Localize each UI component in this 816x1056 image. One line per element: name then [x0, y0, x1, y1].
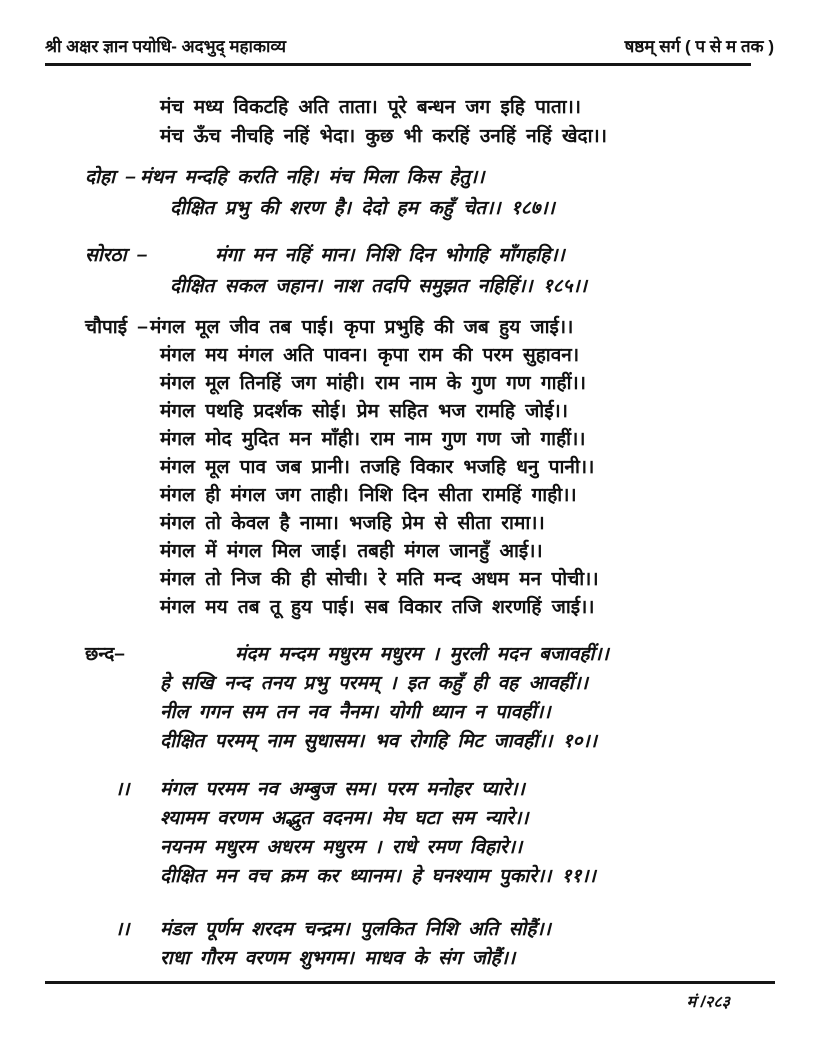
- verse-line: [45, 482, 786, 510]
- verse-line: [45, 944, 786, 973]
- verse-line: [45, 398, 786, 426]
- verse-text: दीक्षित प्रभु की शरण है। देदो हम कहुँ चेत।। १८७।।: [170, 198, 555, 219]
- verse-text: मंगा मन नहिं मान। निशि दिन भोगहि माँगहहि।।: [215, 245, 565, 266]
- section-label: दोहा –: [85, 167, 136, 188]
- verse-text: मंगल मोद मुदित मन माँही। राम नाम गुण गण जो गाहीं।।: [160, 429, 586, 450]
- verse-line: [45, 698, 786, 727]
- verse-line: [45, 775, 786, 804]
- verse-text: मंगल पथहि प्रदर्शक सोई। प्रेम सहित भज रामहि जोई।।: [160, 401, 568, 422]
- verse-line: [45, 162, 786, 193]
- verse-sections: [45, 66, 786, 973]
- verse-section: [45, 240, 786, 302]
- verse-line: [45, 510, 786, 538]
- verse-text: नील गगन सम तन नव नैनम। योगी ध्यान न पावहीं।।: [160, 702, 551, 723]
- verse-line: [45, 454, 786, 482]
- section-label: ।।: [115, 919, 130, 940]
- verse-text: हे सखि नन्द तनय प्रभु परमम् । इत कहुँ ही वह आवहीं।।: [160, 673, 588, 694]
- verse-text: राधा गौरम वरणम शुभगम। माधव के संग जोहैं।।: [160, 948, 516, 969]
- verse-line: [45, 314, 786, 342]
- verse-line: [45, 426, 786, 454]
- verse-text: मंडल पूर्णम शरदम चन्द्रम। पुलकित निशि अति सोहैं।।: [160, 919, 551, 940]
- verse-text: मंगल मय मंगल अति पावन। कृपा राम की परम सुहावन।: [160, 345, 580, 366]
- verse-text: मंगल तो निज की ही सोची। रे मति मन्द अधम मन पोची।।: [160, 569, 599, 590]
- verse-text: मंथन मन्दहि करति नहि। मंच मिला किस हेतु।।: [140, 167, 485, 188]
- verse-text: मंगल तो केवल है नामा। भजहि प्रेम से सीता रामा।।: [160, 513, 545, 534]
- verse-line: [45, 727, 786, 756]
- verse-text: दीक्षित परमम् नाम सुधासम। भव रोगहि मिट जावहीं।। १०।।: [160, 731, 597, 752]
- verse-section: [45, 162, 786, 224]
- verse-line: [45, 669, 786, 698]
- verse-text: मंगल मय तब तू हुय पाई। सब विकार तजि शरणहिं जाई।।: [160, 597, 595, 618]
- verse-text: नयनम मधुरम अधरम मधुरम । राधे रमण विहारे।।: [160, 837, 523, 858]
- verse-line: [45, 271, 786, 302]
- verse-text: दीक्षित सकल जहान। नाश तदपि समुझत नहिहिं।। १८५।।: [170, 276, 587, 297]
- verse-text: मंच मध्य विकटहि अति ताता। पूरे बन्धन जग इहि पाता।।: [160, 97, 582, 118]
- verse-text: मंच ऊँच नीचहि नहिं भेदा। कुछ भी करहिं उनहिं नहिं खेदा।।: [160, 126, 607, 147]
- verse-text: मंगल ही मंगल जग ताही। निशि दिन सीता रामहिं गाही।।: [160, 485, 577, 506]
- verse-line: [45, 193, 786, 224]
- verse-line: [45, 862, 786, 891]
- verse-section: [45, 640, 786, 756]
- footer-divider: [45, 981, 775, 984]
- verse-line: [45, 804, 786, 833]
- verse-line: [45, 915, 786, 944]
- verse-line: [45, 370, 786, 398]
- verse-line: [45, 93, 786, 122]
- verse-text: दीक्षित मन वच क्रम कर ध्यानम। हे घनश्याम पुकारे।। ११।।: [160, 866, 596, 887]
- verse-text: मंगल मूल जीव तब पाई। कृपा प्रभुहि की जब हुय जाई।।: [150, 317, 574, 338]
- section-label: छन्द–: [85, 644, 125, 665]
- book-title: श्री अक्षर ज्ञान पयोधि- अदभुद् महाकाव्य: [45, 37, 287, 56]
- verse-text: मंगल मूल तिनहिं जग मांही। राम नाम के गुण गण गाहीं।।: [160, 373, 586, 394]
- verse-line: [45, 122, 786, 151]
- section-label: चौपाई –: [85, 317, 148, 338]
- verse-line: [45, 566, 786, 594]
- page-header: [45, 34, 774, 57]
- verse-section: [45, 915, 786, 973]
- verse-text: श्यामम वरणम अद्भुत वदनम। मेघ घटा सम न्यारे।।: [160, 808, 529, 829]
- verse-text: मंदम मन्दम मधुरम मधुरम । मुरली मदन बजावहीं।।: [235, 644, 609, 665]
- verse-text: मंगल में मंगल मिल जाई। तबही मंगल जानहुँ आई।।: [160, 541, 543, 562]
- verse-line: [45, 640, 786, 669]
- verse-section: [45, 93, 786, 151]
- section-label: सोरठा –: [85, 245, 148, 266]
- verse-text: मंगल मूल पाव जब प्रानी। तजहि विकार भजहि धनु पानी।।: [160, 457, 595, 478]
- verse-line: [45, 342, 786, 370]
- section-label: ।।: [115, 779, 130, 800]
- verse-line: [45, 538, 786, 566]
- verse-section: [45, 314, 786, 622]
- verse-line: [45, 594, 786, 622]
- verse-line: [45, 240, 786, 271]
- verse-line: [45, 833, 786, 862]
- verse-section: [45, 775, 786, 891]
- chapter-title: षष्ठम् सर्ग ( प से म तक ): [624, 37, 774, 56]
- page-number: मं /२८३: [686, 994, 730, 1011]
- verse-text: मंगल परमम नव अम्बुज सम। परम मनोहर प्यारे।।: [160, 779, 525, 800]
